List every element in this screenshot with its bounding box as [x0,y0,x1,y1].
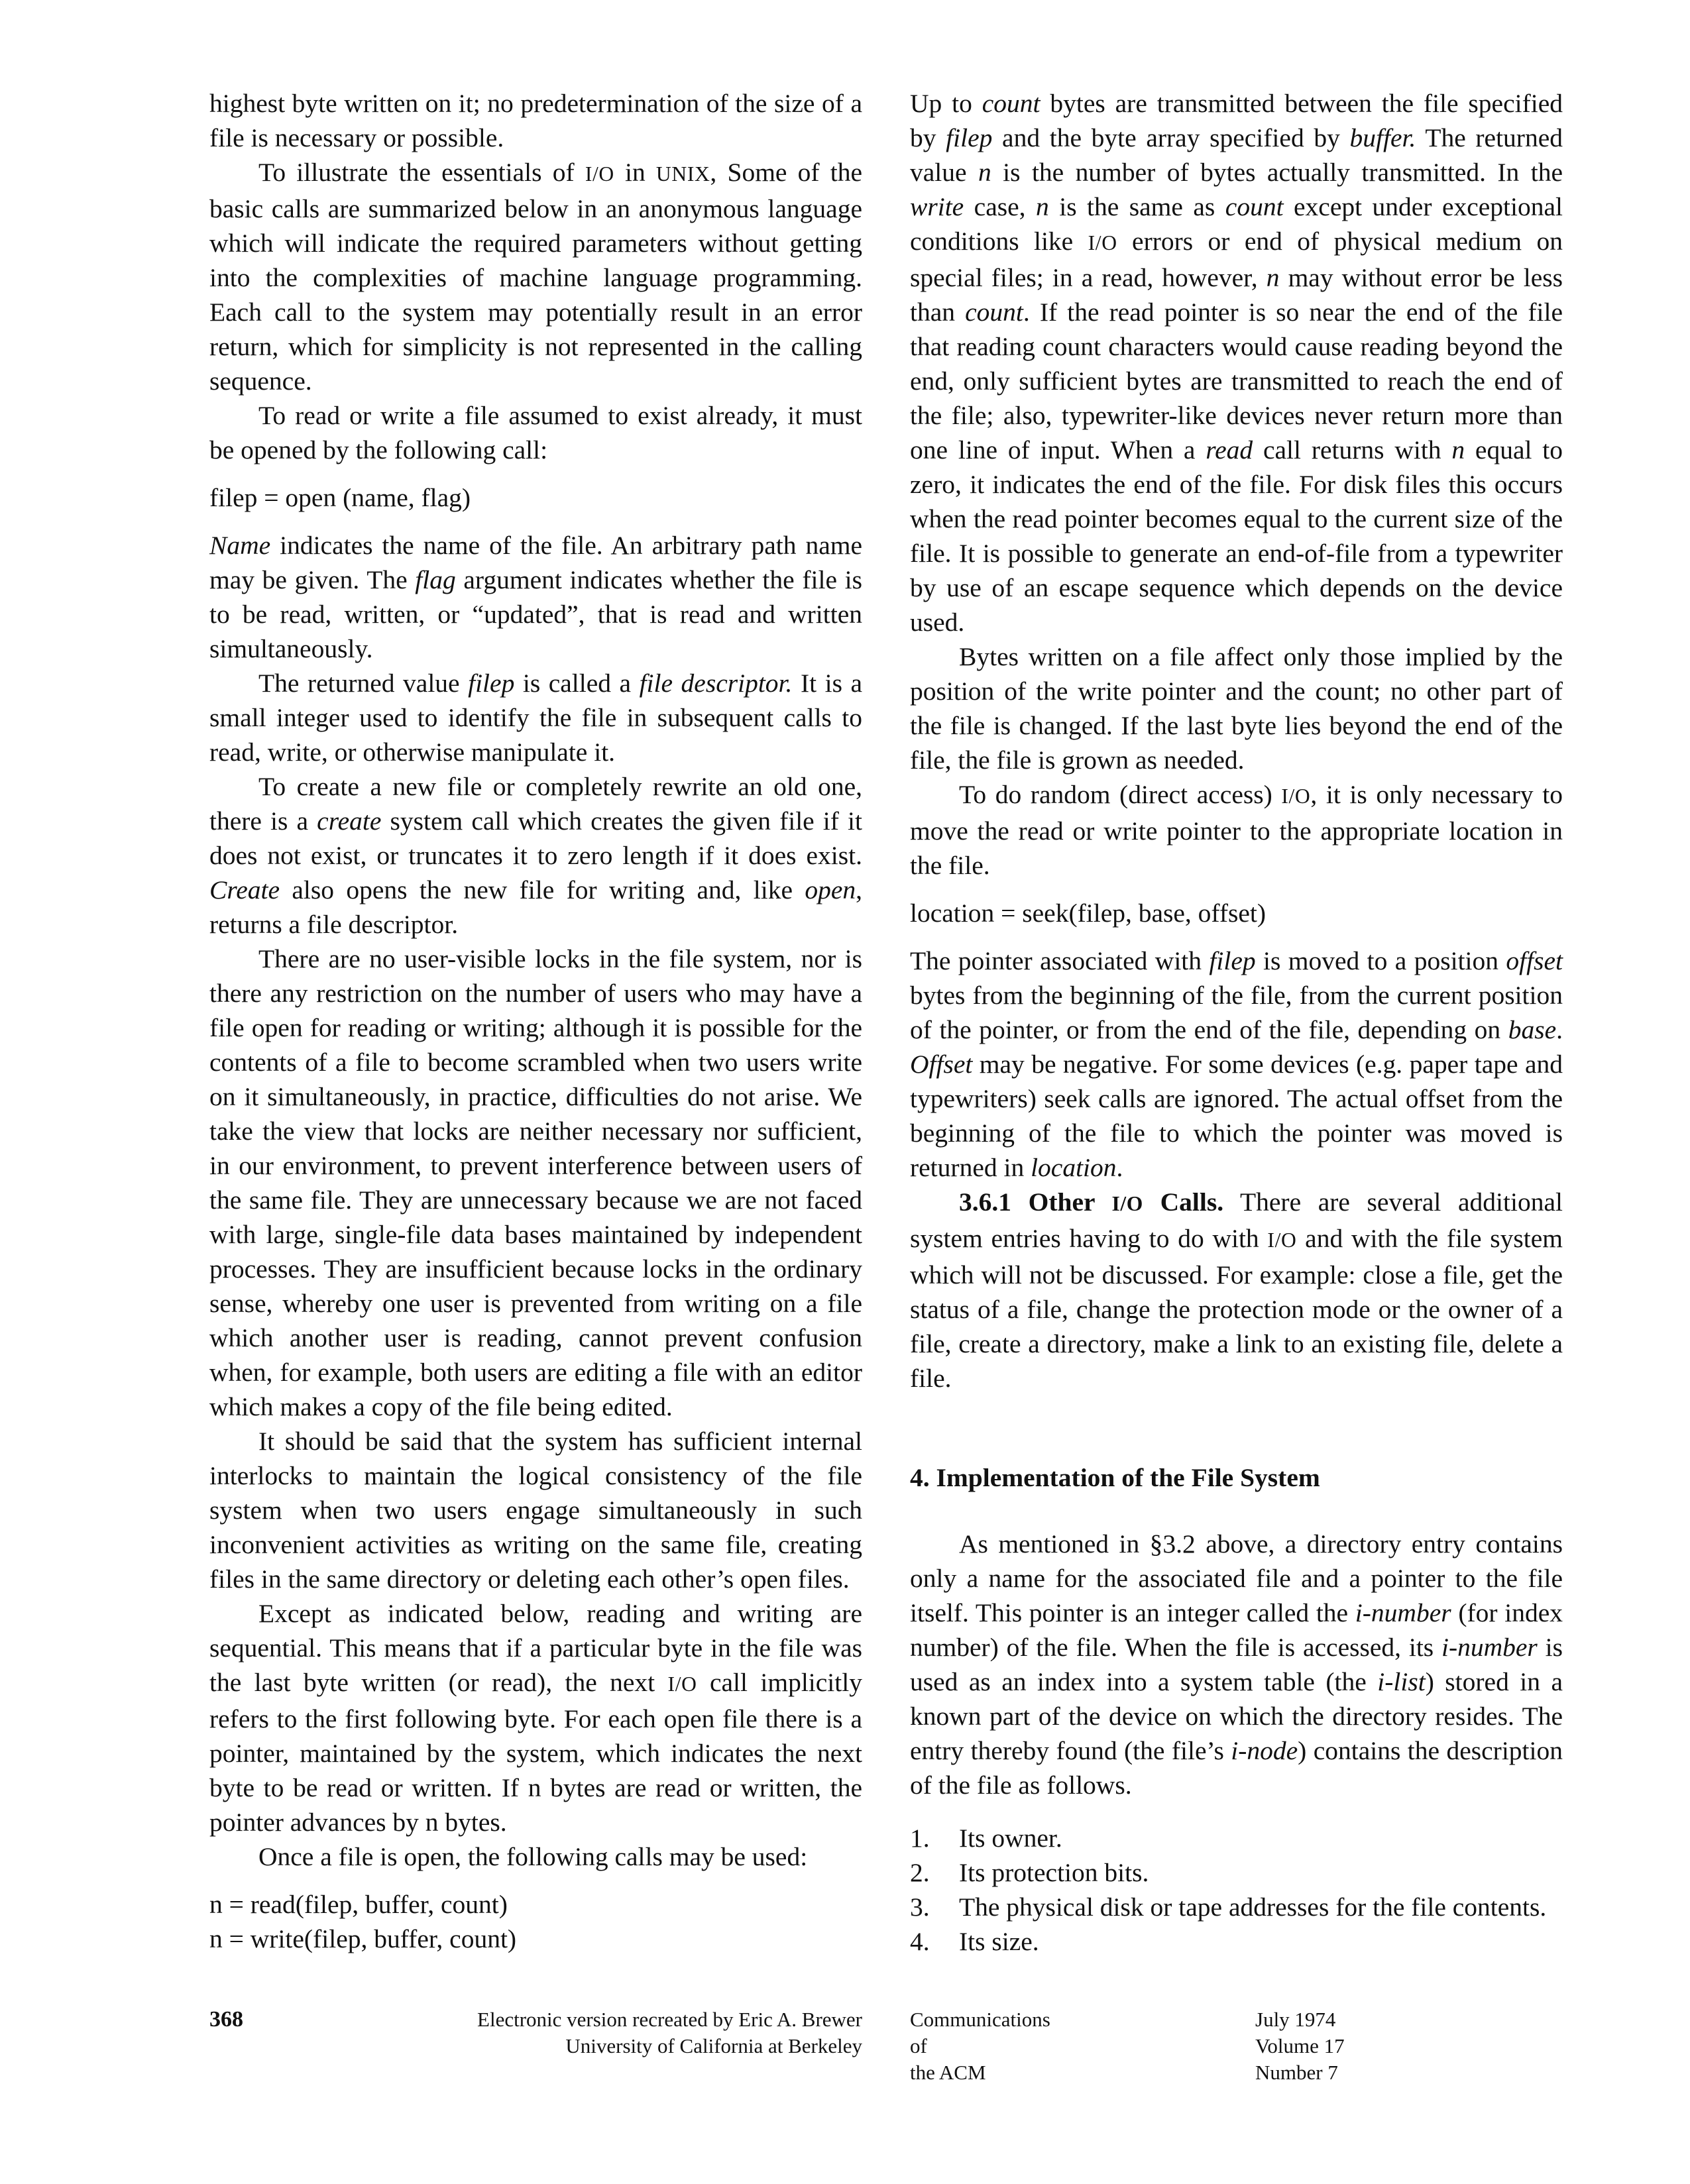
credit-line [477,2006,862,2059]
list-item: 4. Its size. [910,1927,1039,1956]
issue-info [1255,2006,1345,2086]
right-column [910,86,1563,1959]
journal-line-1: Communications [910,2008,1050,2031]
code-line-read: n = read(filep, buffer, count) [209,1890,508,1919]
journal-line-2: of [910,2034,927,2057]
code-line-seek: location = seek(filep, base, offset) [910,899,1267,928]
paragraph: It should be said that the system has sufficient internal interlocks to maintain the logical consistency of the file system when two users engage simultaneously in such inconvenient activities as writing on the same file, creating files in the same directory or deleting each other’s open files. [209,1427,862,1594]
paragraph: To read or write a file assumed to exist already, it must be opened by the following call: [209,401,862,464]
left-column [209,86,862,1956]
code-line-open: filep = open (name, flag) [209,483,471,512]
list-item: 2. Its protection bits. [910,1858,1149,1887]
paragraph: Except as indicated below, reading and writing are sequential. This means that if a particular byte in the file was the last byte written (or read), the next I/O call implicitly refers to the first following byte. For each open file there is a pointer, maintained by the system, which indicates the next byte to be read or written. If n bytes are read or written, the pointer advances by n bytes. [209,1599,862,1837]
paragraph: There are no user-visible locks in the file system, nor is there any restriction on the number of users who may have a file open for reading or writing; although it is possible for the contents of a file to become scrambled when two users write on it simultaneously, in practice, difficulties do not arise. We take the view that locks are neither necessary nor sufficient, in our environment, to prevent interference between users of the same file. They are unnecessary because we are not faced with large, single-file data bases maintained by independent processes. They are insufficient because locks in the ordinary sense, whereby one user is prevented from writing on a file which another user is reading, cannot prevent confusion when, for example, both users are editing a file with an editor which makes a copy of the file being edited. [209,944,862,1421]
paragraph: To create a new file or completely rewrite an old one, there is a create system call which creates the given file if it does not exist, or truncates it to zero length if it does exist. Create also opens the new file for writing and, like open, returns a file descriptor. [209,772,862,939]
code-block-read-write [209,1887,862,1956]
subsection-heading: 3.6.1 Other I/O Calls. [959,1187,1224,1217]
inode-fields-list [910,1821,1563,1959]
page-number: 368 [209,2007,243,2032]
list-item: 1. Its owner. [910,1824,1062,1853]
paragraph: 3.6.1 Other I/O Calls. There are several additional system entries having to do with I/O and with the file system which will not be discussed. For example: close a file, get the status of a file, change the protection mode or the owner of a file, create a directory, make a link to an existing file, delete a file. [910,1187,1563,1393]
journal-name [910,2006,1050,2086]
paragraph: The returned value filep is called a file descriptor. It is a small integer used to identify the file in subsequent calls to read, write, or otherwise manipulate it. [209,669,862,767]
credit-line-1: Electronic version recreated by Eric A. Brewer [477,2008,862,2031]
paragraph: Up to count bytes are transmitted between the file specified by filep and the byte array specified by buffer. The returned value n is the number of bytes actually transmitted. In the write case, n is the same as count except under exceptional conditions like I/O errors or end of physical medium on special files; in a read, however, n may without error be less than count. If the read pointer is so near the end of the file that reading count characters would cause reading beyond the end, only sufficient bytes are transmitted to reach the end of the file; also, typewriter-like devices never return more than one line of input. When a read call returns with n equal to zero, it indicates the end of the file. For disk files this occurs when the read pointer becomes equal to the current size of the file. It is possible to generate an end-of-file from a typewriter by use of an escape sequence which depends on the device used. [910,89,1563,637]
issue-number: Number 7 [1255,2061,1338,2084]
paragraph: Name indicates the name of the file. An arbitrary path name may be given. The flag argument indicates whether the file is to be read, written, or “updated”, that is read and written simultaneously. [209,531,862,663]
paragraph: Once a file is open, the following calls may be used: [258,1842,808,1871]
paragraph: highest byte written on it; no predetermination of the size of a file is necessary or possible. [209,89,862,152]
issue-volume: Volume 17 [1255,2034,1345,2057]
paragraph: As mentioned in §3.2 above, a directory entry contains only a name for the associated file and a pointer to the file itself. This pointer is an integer called the i-number (for index number) of the file. When the file is accessed, its i-number is used as an index into a system table (the i-list) stored in a known part of the device on which the directory resides. The entry thereby found (the file’s i-node) contains the description of the file as follows. [910,1529,1563,1800]
paragraph: The pointer associated with filep is moved to a position offset bytes from the beginning of the file, from the current position of the pointer, or from the end of the file, depending on base. Offset may be negative. For some devices (e.g. paper tape and typewriters) seek calls are ignored. The actual offset from the beginning of the file to which the pointer was moved is returned in location. [910,946,1563,1182]
paragraph: To do random (direct access) I/O, it is only necessary to move the read or write pointer to the appropriate location in the file. [910,780,1563,880]
paragraph: Bytes written on a file affect only those implied by the position of the write pointer and the count; no other part of the file is changed. If the last byte lies beyond the end of the file, the file is grown as needed. [910,642,1563,775]
credit-line-2: University of California at Berkeley [565,2034,862,2057]
section-heading: 4. Implementation of the File System [910,1463,1320,1492]
journal-line-3: the ACM [910,2061,986,2084]
issue-date: July 1974 [1255,2008,1336,2031]
code-line-write: n = write(filep, buffer, count) [209,1924,517,1953]
paragraph: To illustrate the essentials of I/O in UNIX, Some of the basic calls are summarized below in an anonymous language which will indicate the required parameters without getting into the complexities of machine language programming. Each call to the system may potentially result in an error return, which for simplicity is not represented in the calling sequence. [209,158,862,396]
list-item: 3. The physical disk or tape addresses for the file contents. [910,1892,1547,1922]
